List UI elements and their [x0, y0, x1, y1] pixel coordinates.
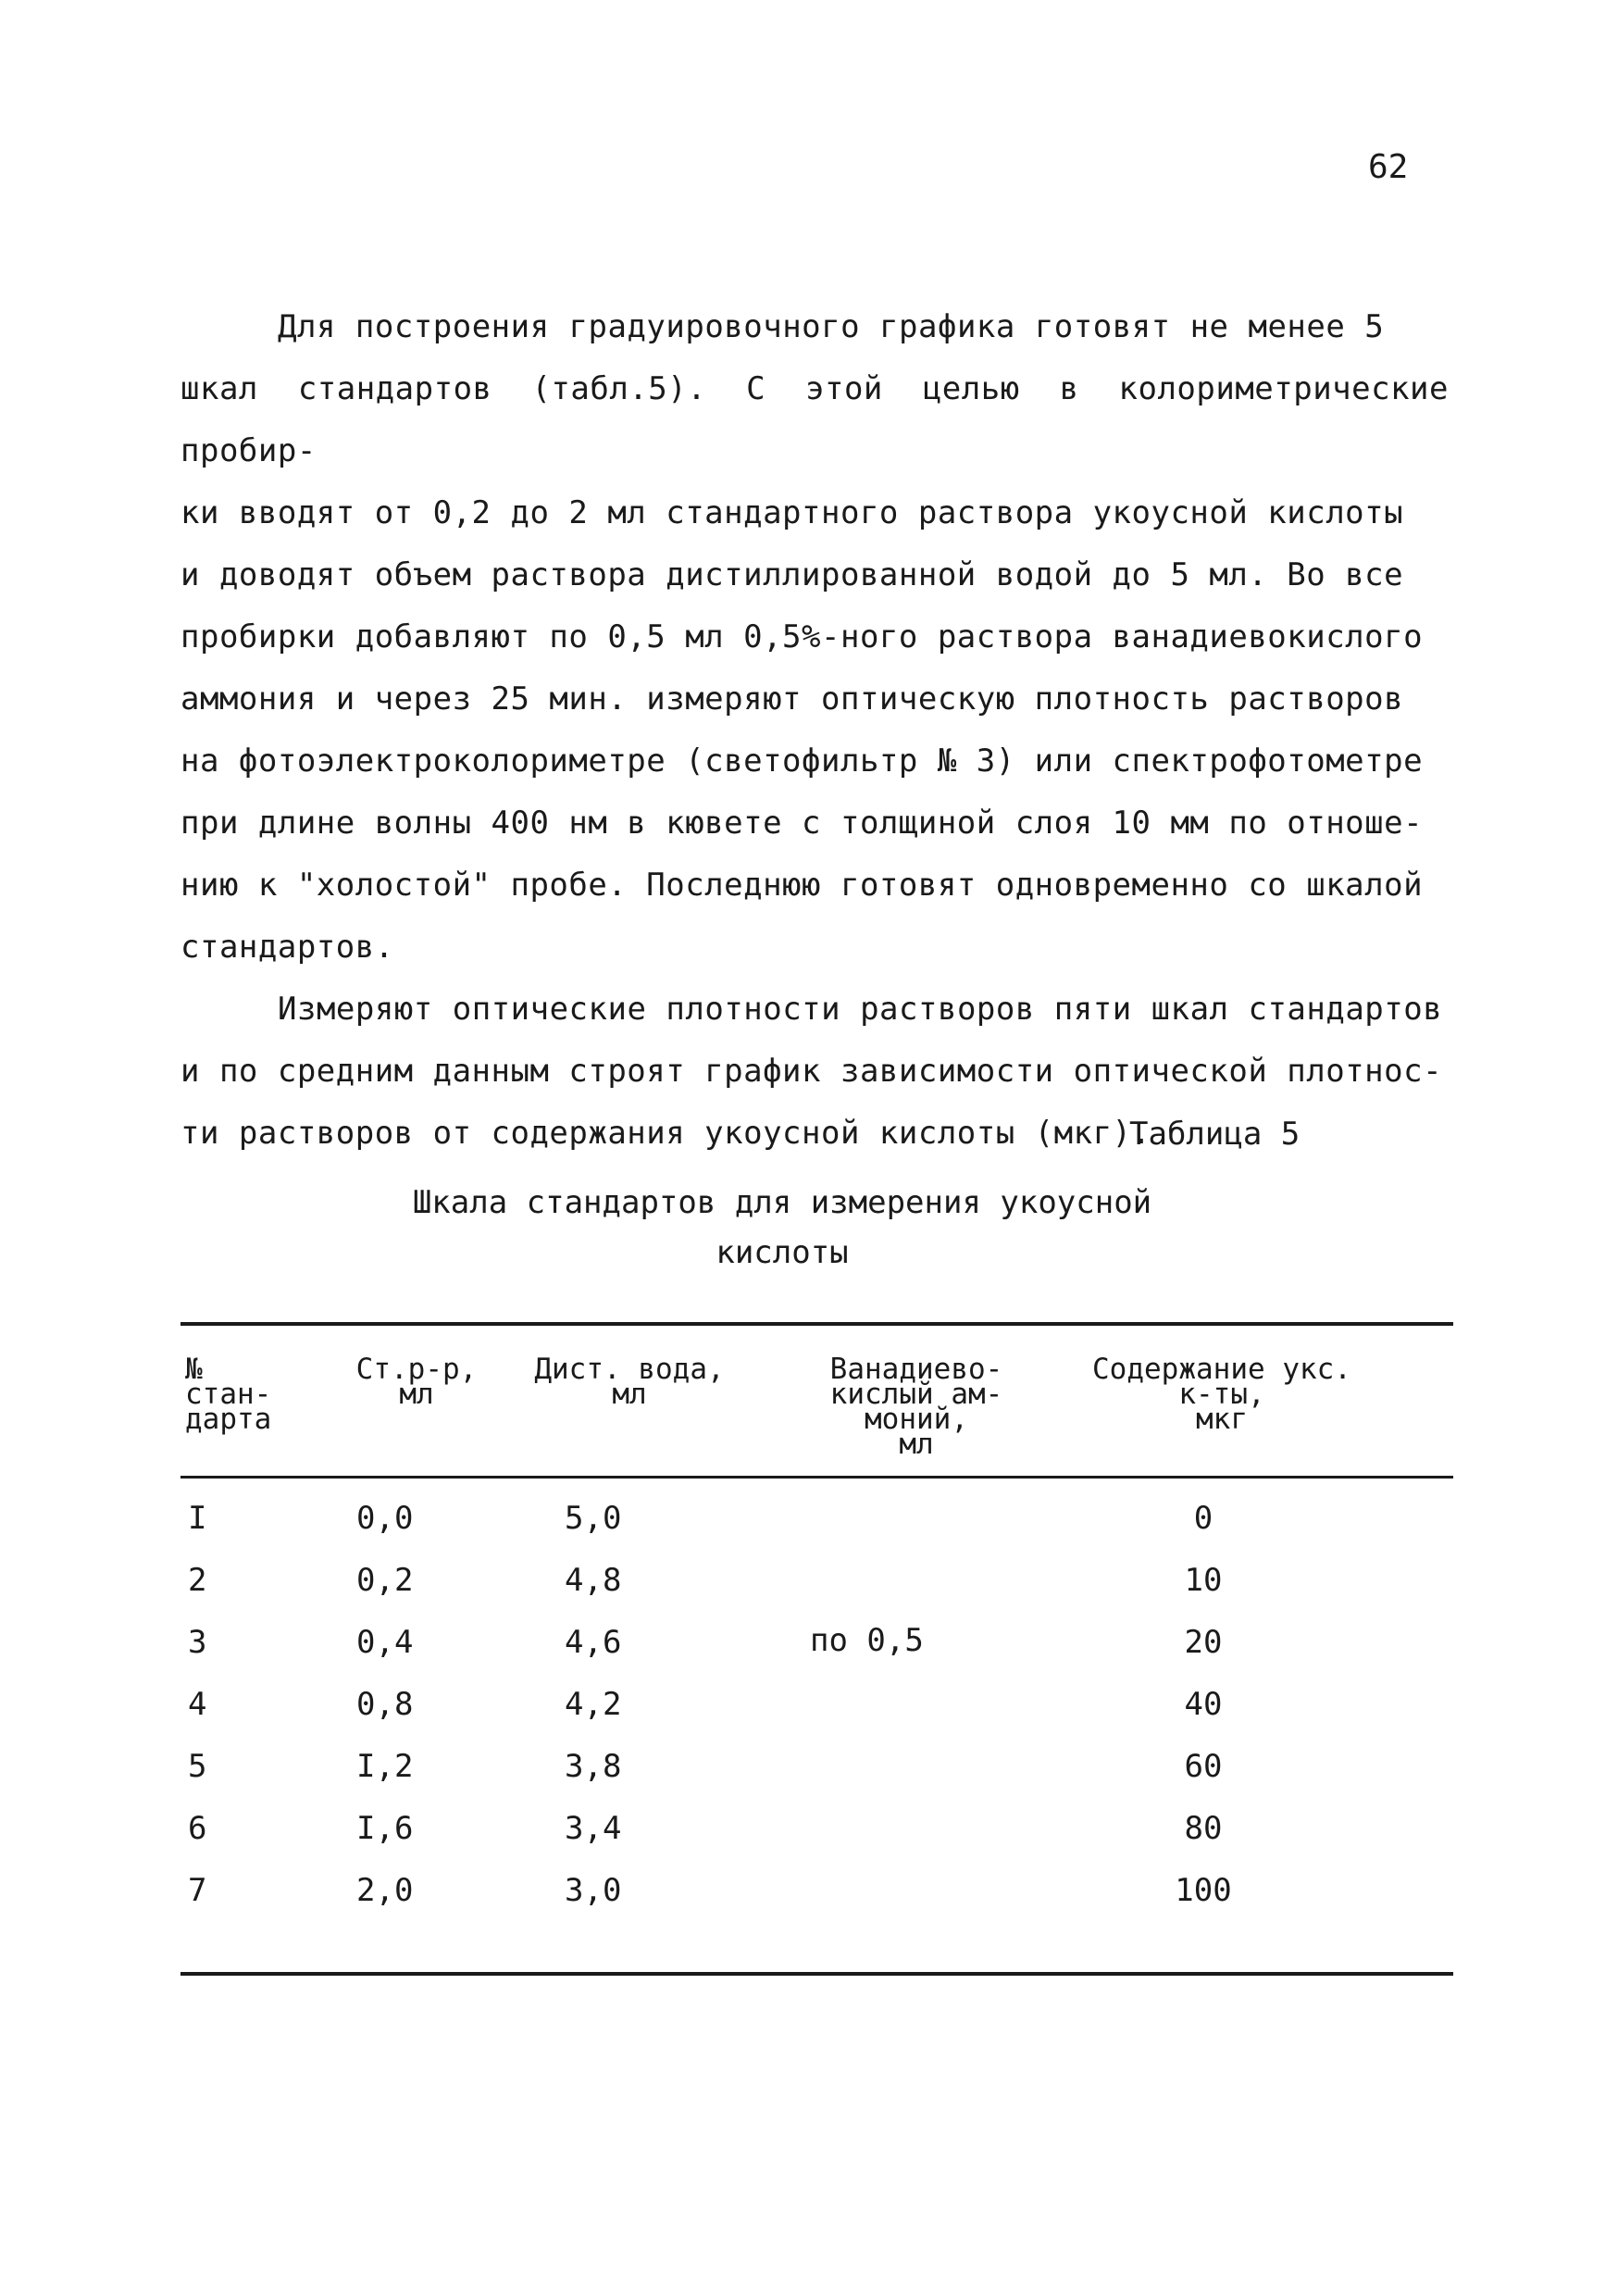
header-acid-content — [1069, 1353, 1375, 1436]
cell-standard-solution: 0,0 — [356, 1500, 414, 1537]
cell-standard-solution: 0,4 — [356, 1624, 414, 1661]
cell-distilled-water: 4,2 — [565, 1686, 622, 1723]
text-line: и по средним данным строят график зависимости оптической плотнос- — [180, 1053, 1443, 1090]
cell-acid-content: 60 — [1184, 1748, 1223, 1785]
cell-distilled-water: 4,6 — [565, 1624, 622, 1661]
cell-standard-solution: I,6 — [356, 1810, 414, 1847]
header-line: к-ты, — [1178, 1378, 1265, 1411]
cell-standard-solution: I,2 — [356, 1748, 414, 1785]
cell-distilled-water: 5,0 — [565, 1500, 622, 1537]
cell-ammonium-vanadate-merged: по 0,5 — [810, 1622, 924, 1659]
cell-number: 3 — [188, 1624, 207, 1661]
cell-acid-content: 80 — [1184, 1810, 1223, 1847]
cell-number: I — [188, 1500, 207, 1537]
header-distilled-water — [518, 1353, 741, 1411]
table-bottom-rule — [180, 1972, 1453, 1976]
text-line: Измеряют оптические плотности растворов пяти шкал стандартов — [278, 991, 1443, 1028]
table-title-line: кислоты — [716, 1234, 849, 1271]
table-title — [389, 1178, 1176, 1278]
text-line: на фотоэлектроколориметре (светофильтр № 3) или спектрофотометре — [180, 742, 1424, 780]
header-line: кислый ам- — [829, 1378, 1003, 1411]
cell-standard-solution: 0,8 — [356, 1686, 414, 1723]
table-row — [0, 1553, 1618, 1615]
header-line: Ст.р-р, — [355, 1353, 478, 1386]
table-top-rule — [180, 1322, 1453, 1326]
header-line: Ванадиево- — [829, 1353, 1003, 1386]
table-title-line: Шкала стандартов для измерения укоусной — [412, 1184, 1152, 1221]
cell-standard-solution: 0,2 — [356, 1562, 414, 1599]
header-line: дарта — [185, 1403, 272, 1436]
header-line: стан- — [185, 1378, 272, 1411]
cell-standard-solution: 2,0 — [356, 1872, 414, 1909]
text-line: Для построения градуировочного графика готовят не менее 5 — [278, 308, 1385, 345]
text-line: ки вводят от 0,2 до 2 мл стандартного раствора укоусной кислоты — [180, 494, 1404, 531]
header-standard-number — [185, 1353, 315, 1436]
table-row — [0, 1801, 1618, 1863]
header-line: Содержание укс. — [1092, 1353, 1351, 1386]
text-line: и доводят объем раствора дистиллированной водой до 5 мл. Во все — [180, 556, 1404, 593]
cell-number: 5 — [188, 1748, 207, 1785]
header-ammonium-vanadate — [791, 1353, 1041, 1461]
header-standard-solution — [333, 1353, 500, 1411]
table-row — [0, 1615, 1618, 1677]
page-number: 62 — [1368, 148, 1409, 186]
text-line: при длине волны 400 нм в кювете с толщиной слоя 10 мм по отноше- — [180, 805, 1424, 842]
table-number: Таблица 5 — [1129, 1116, 1301, 1153]
text-line: пробирки добавляют по 0,5 мл 0,5%-ного раствора ванадиевокислого — [180, 618, 1424, 655]
table-row — [0, 1863, 1618, 1925]
header-line: моний, — [865, 1403, 968, 1436]
cell-number: 7 — [188, 1872, 207, 1909]
cell-number: 4 — [188, 1686, 207, 1723]
header-line: мл — [612, 1378, 647, 1411]
header-line: мкг — [1196, 1403, 1248, 1436]
header-line: № — [185, 1353, 203, 1386]
header-line: Дист. вода, — [534, 1353, 725, 1386]
cell-distilled-water: 3,0 — [565, 1872, 622, 1909]
header-line: мл — [899, 1428, 934, 1461]
cell-acid-content: 40 — [1184, 1686, 1223, 1723]
table-row — [0, 1491, 1618, 1553]
cell-number: 2 — [188, 1562, 207, 1599]
text-line: аммония и через 25 мин. измеряют оптическую плотность растворов — [180, 680, 1404, 718]
text-line: шкал стандартов (табл.5). С этой целью в колориметрические пробир- — [180, 370, 1449, 469]
text-line: нию к "холостой" пробе. Последнюю готовят одновременно со шкалой — [180, 867, 1424, 904]
header-line: мл — [399, 1378, 434, 1411]
cell-acid-content: 100 — [1175, 1872, 1232, 1909]
cell-number: 6 — [188, 1810, 207, 1847]
text-line: стандартов. — [180, 929, 394, 966]
cell-acid-content: 0 — [1193, 1500, 1214, 1537]
body-text — [180, 296, 1449, 1165]
table-row — [0, 1739, 1618, 1801]
cell-acid-content: 20 — [1184, 1624, 1223, 1661]
table-header-rule — [180, 1476, 1453, 1479]
cell-distilled-water: 3,4 — [565, 1810, 622, 1847]
cell-distilled-water: 4,8 — [565, 1562, 622, 1599]
paragraph-1 — [180, 296, 1449, 979]
table-row — [0, 1677, 1618, 1739]
table-body — [0, 1491, 1618, 1925]
cell-acid-content: 10 — [1184, 1562, 1223, 1599]
cell-distilled-water: 3,8 — [565, 1748, 622, 1785]
text-line: ти растворов от содержания укоусной кислоты (мкг). — [180, 1115, 1151, 1152]
